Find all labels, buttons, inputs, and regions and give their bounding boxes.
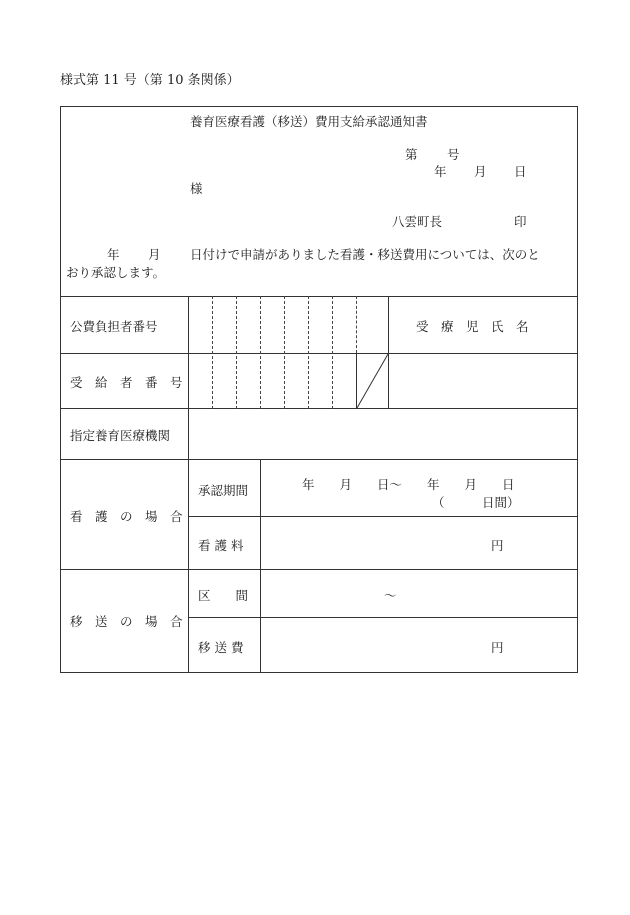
outer-top-border: [60, 106, 578, 107]
nursing-fee-yen: 円: [491, 538, 504, 553]
recipient-sama: 様: [190, 181, 203, 196]
body-text-line1: 日付けで申請がありました看護・移送費用については、次のと: [190, 247, 540, 262]
form-number: 様式第 11 号（第 10 条関係）: [60, 73, 240, 88]
rule-kikan-bottom: [60, 459, 578, 460]
kouhi-number-label: 公費負担者番号: [70, 319, 158, 334]
nursing-case-label: 看 護 の 場 合: [70, 509, 183, 524]
rule-kouhi-bottom: [60, 353, 578, 354]
transport-case-label: 移 送 の 場 合: [70, 614, 183, 629]
digit-divider: [284, 296, 285, 409]
col-label-divider: [188, 296, 189, 673]
approval-period-days: （ 日間）: [432, 495, 520, 510]
digit-divider: [212, 296, 213, 409]
rule-title-bottom: [60, 296, 578, 297]
rule-jukyu-bottom: [60, 408, 578, 409]
body-text-line2: おり承認します。: [66, 265, 166, 280]
doc-no-dai: 第: [405, 147, 418, 162]
section-tilde: ～: [384, 588, 397, 603]
approval-period-label: 承認期間: [198, 483, 249, 498]
outer-bottom-border: [60, 672, 578, 673]
medical-institution-label: 指定養育医療機関: [70, 428, 171, 443]
outer-left-border: [60, 106, 61, 673]
col-sublabel-divider: [260, 459, 261, 673]
nursing-fee-label: 看 護 料: [198, 538, 244, 553]
seal-mark: 印: [514, 214, 527, 229]
section-label: 区 間: [198, 588, 249, 603]
date-day: 日: [514, 164, 527, 179]
date-year: 年: [434, 164, 447, 179]
rule-kukan-bottom: [188, 617, 578, 618]
jukyu-number-label: 受 給 者 番 号: [70, 375, 183, 390]
issuer-name: 八雲町長: [392, 214, 443, 229]
transport-fee-yen: 円: [491, 640, 504, 655]
transport-fee-label: 移 送 費: [198, 640, 244, 655]
document-title: 養育医療看護（移送）費用支給承認通知書: [190, 114, 428, 129]
digit-divider: [260, 296, 261, 409]
diagonal-slash: [356, 353, 389, 409]
doc-no-go: 号: [447, 147, 460, 162]
outer-right-border: [577, 106, 578, 673]
body-year: 年: [107, 247, 120, 262]
rule-period-bottom: [188, 516, 578, 517]
rule-kango-bottom: [60, 569, 578, 570]
body-month: 月: [148, 247, 161, 262]
patient-name-label: 受 療 児 氏 名: [416, 319, 529, 334]
digit-divider: [236, 296, 237, 409]
approval-period-dates: 年 月 日～ 年 月 日: [302, 477, 515, 492]
digit-divider: [356, 296, 357, 353]
digit-divider: [308, 296, 309, 409]
digit-divider: [332, 296, 333, 409]
date-month: 月: [474, 164, 487, 179]
